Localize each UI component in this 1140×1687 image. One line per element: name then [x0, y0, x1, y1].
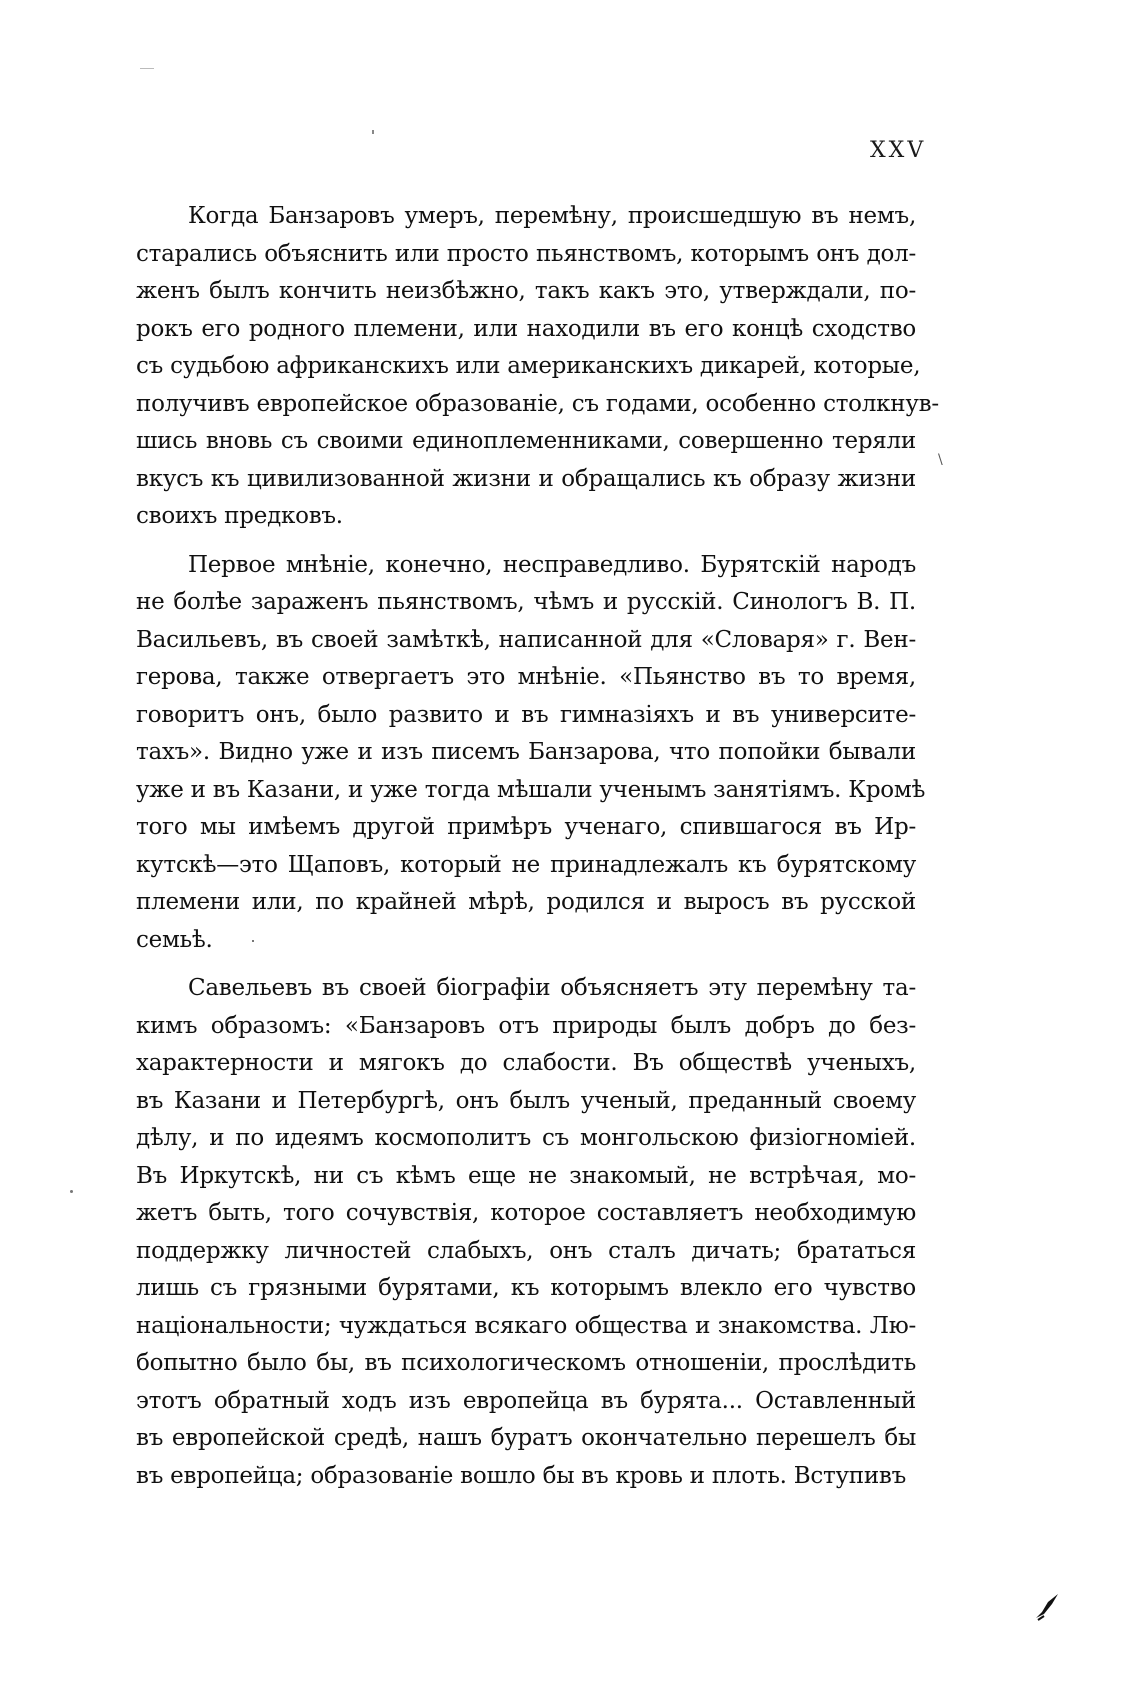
text-line: Въ Иркутскѣ, ни съ кѣмъ еще не знакомый, не встрѣчая, мо-	[136, 1162, 916, 1189]
scan-speck	[372, 130, 374, 134]
text-line: Когда Банзаровъ умеръ, перемѣну, происшедшую въ немъ,	[188, 203, 916, 229]
text-line: своихъ предковъ.	[136, 503, 343, 529]
text-line: жетъ быть, того сочувствія, которое составляетъ необходимую	[136, 1200, 916, 1226]
text-line: дѣлу, и по идеямъ космополитъ съ монгольскою физіогноміей.	[136, 1125, 916, 1151]
text-line: уже и въ Казани, и уже тогда мѣшали ученымъ занятіямъ. Кромѣ	[136, 776, 926, 803]
page-number: XXV	[870, 138, 927, 163]
text-line: поддержку личностей слабыхъ, онъ сталъ дичать; брататься	[136, 1237, 916, 1264]
text-line: шись вновь съ своими единоплеменниками, совершенно теряли	[136, 428, 916, 454]
text-line: съ судьбою африканскихъ или американскихъ дикарей, которые,	[136, 353, 921, 379]
text-line: старались объяснить или просто пьянствомъ, которымъ онъ дол-	[136, 240, 916, 267]
text-line: Васильевъ, въ своей замѣткѣ, написанной для «Словаря» г. Вен-	[136, 626, 916, 653]
text-line: Савельевъ въ своей біографіи объясняетъ эту перемѣну та-	[188, 975, 916, 1001]
text-line: въ Казани и Петербургѣ, онъ былъ ученый, преданный своему	[136, 1087, 916, 1114]
paragraph-2	[136, 547, 926, 960]
margin-mark: \	[938, 452, 943, 468]
quill-icon	[1034, 1592, 1062, 1622]
paragraph-3	[136, 970, 916, 1495]
text-line: кутскѣ—это Щаповъ, который не принадлежалъ къ бурятскому	[136, 851, 916, 878]
text-line: въ европейской средѣ, нашъ буратъ окончательно перешелъ бы	[136, 1425, 916, 1451]
text-line: этотъ обратный ходъ изъ европейца въ бурята... Оставленный	[136, 1387, 916, 1414]
body-text	[136, 198, 939, 1495]
text-line: говоритъ онъ, было развито и въ гимназіяхъ и въ университе-	[136, 701, 916, 728]
text-line: семьѣ.	[136, 926, 213, 953]
text-line: того мы имѣемъ другой примѣръ ученаго, спившагося въ Ир-	[136, 814, 916, 840]
text-line: тахъ». Видно уже и изъ писемъ Банзарова, что попойки бывали	[136, 739, 916, 765]
scan-speck	[140, 68, 154, 69]
text-line: женъ былъ кончить неизбѣжно, такъ какъ это, утверждали, по-	[136, 278, 916, 304]
text-line: герова, также отвергаетъ это мнѣніе. «Пьянство въ то время,	[136, 664, 916, 690]
text-line: Первое мнѣніе, конечно, несправедливо. Бурятскій народъ	[188, 551, 916, 578]
scan-speck	[70, 1190, 73, 1193]
text-line: кимъ образомъ: «Банзаровъ отъ природы былъ добръ до без-	[136, 1012, 916, 1039]
text-line: характерности и мягокъ до слабости. Въ обществѣ ученыхъ,	[136, 1050, 916, 1076]
text-line: лишь съ грязными бурятами, къ которымъ влекло его чувство	[136, 1275, 916, 1301]
text-line: получивъ европейское образованіе, съ годами, особенно столкнув-	[136, 390, 939, 417]
text-line: вкусъ къ цивилизованной жизни и обращались къ образу жизни	[136, 465, 916, 492]
text-line: не болѣе зараженъ пьянствомъ, чѣмъ и русскій. Синологъ В. П.	[136, 589, 916, 615]
text-line: національности; чуждаться всякаго общества и знакомства. Лю-	[136, 1312, 916, 1339]
text-line: племени или, по крайней мѣрѣ, родился и выросъ въ русской	[136, 889, 916, 915]
text-line: въ европейца; образованіе вошло бы въ кровь и плоть. Вступивъ	[136, 1462, 907, 1489]
paragraph-1	[136, 198, 939, 536]
text-line: бопытно было бы, въ психологическомъ отношеніи, прослѣдить	[136, 1350, 916, 1376]
text-line: рокъ его родного племени, или находили въ его концѣ сходство	[136, 315, 916, 342]
